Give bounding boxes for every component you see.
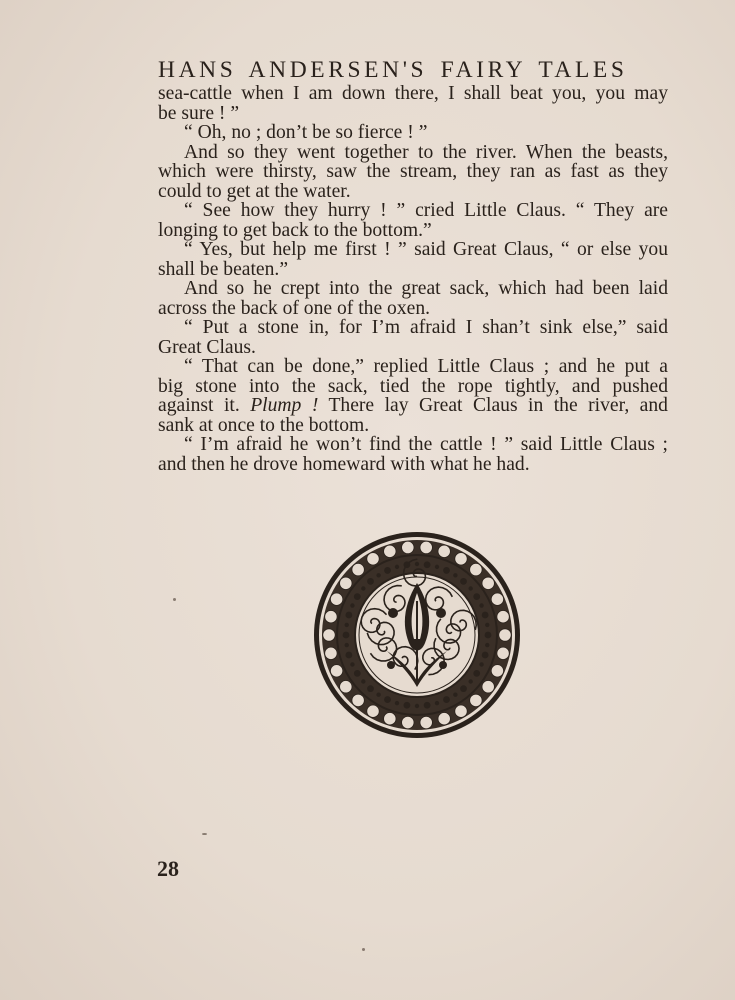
ornament-bead <box>325 647 337 659</box>
ornament-bead <box>367 705 379 717</box>
ornament-dot <box>376 693 380 697</box>
ornament-dot <box>453 693 457 697</box>
ornament-bead <box>455 705 467 717</box>
ornament-dot <box>468 679 472 683</box>
ornament-bead <box>330 593 342 605</box>
ornament-dot <box>345 652 352 659</box>
text-line: across the back of one of the oxen. <box>158 297 431 319</box>
text-line: “ Put a stone in, for I’m afraid I shan’t sink else,” said <box>184 317 668 338</box>
ornament-dot <box>473 593 480 600</box>
ornament-bead <box>497 647 509 659</box>
ornament-bead <box>491 593 503 605</box>
page-number: 28 <box>157 856 179 881</box>
ornament-dot <box>424 561 431 568</box>
ornament-dot <box>345 623 349 627</box>
ornament-dot <box>468 586 472 590</box>
paper-speck <box>173 598 176 601</box>
text-line: Great Claus. <box>158 336 256 358</box>
circular-ornament-icon <box>313 531 521 739</box>
ornament-dot <box>367 578 374 585</box>
paper-speck <box>202 833 207 835</box>
ornament-dot <box>435 701 439 705</box>
ornament-dot <box>345 612 352 619</box>
text-line: “ I’m afraid he won’t find the cattle ! ” said Little Claus ; <box>184 434 668 455</box>
ornament-dot <box>361 679 365 683</box>
text-line-with-italic <box>158 396 668 416</box>
ornament-dot <box>376 573 380 577</box>
ornament-dot <box>345 643 349 647</box>
ornament-bead <box>482 681 494 693</box>
text-line: And so he crept into the great sack, which had been laid <box>184 278 668 299</box>
ornament-bead <box>470 694 482 706</box>
ornament-dot <box>350 662 354 666</box>
ornament-dot <box>482 652 489 659</box>
ornament-dot <box>367 685 374 692</box>
ornament-dot <box>384 696 391 703</box>
ornament-bead <box>470 563 482 575</box>
ornament-dot <box>343 632 350 639</box>
ornament-bead <box>352 694 364 706</box>
ornament-bead <box>455 553 467 565</box>
text-line: sank at once to the bottom. <box>158 414 370 436</box>
ornament-dot <box>479 662 483 666</box>
text-line: “ That can be done,” replied Little Claus ; and he put a <box>184 356 668 377</box>
ornament-bead <box>325 611 337 623</box>
running-head: HANS ANDERSEN'S FAIRY TALES <box>158 57 628 83</box>
italic-text: Plump ! <box>250 395 319 416</box>
text-line: which were thirsty, saw the stream, they ran as fast as they <box>158 161 668 182</box>
ornament-bead <box>352 563 364 575</box>
ornament-dot <box>485 632 492 639</box>
ornament-bead <box>420 541 432 553</box>
text-segment: against it. <box>158 395 251 416</box>
ornament-bead <box>438 545 450 557</box>
ornament-bead <box>438 712 450 724</box>
text-line: and then he drove homeward with what he had. <box>158 453 530 475</box>
ornament-dot <box>395 565 399 569</box>
ornament-dot <box>479 603 483 607</box>
ornament-dot <box>361 586 365 590</box>
ornament-bead <box>499 629 511 641</box>
ornament-dot <box>395 701 399 705</box>
ornament-dot <box>485 643 489 647</box>
text-line: longing to get back to the bottom.” <box>158 219 432 241</box>
ornament-dot <box>473 670 480 677</box>
text-line: big stone into the sack, tied the rope tightly, and pushed <box>158 375 668 397</box>
ornament-bead <box>497 611 509 623</box>
ornament-dot <box>485 623 489 627</box>
ornament-bead <box>340 577 352 589</box>
text-line: And so they went together to the river. When the beasts, <box>184 141 668 163</box>
ornament-bead <box>384 545 396 557</box>
ornament-dot <box>443 696 450 703</box>
ornament-dot <box>354 593 361 600</box>
text-line: shall be beaten.” <box>158 258 289 280</box>
ornament-dot <box>415 562 419 566</box>
ornament-dot <box>460 578 467 585</box>
ornament-bead <box>420 716 432 728</box>
ornament-dot <box>443 567 450 574</box>
text-line: could to get at the water. <box>158 180 351 202</box>
body-text <box>158 84 668 474</box>
text-line: “ See how they hurry ! ” cried Little Claus. “ They are <box>184 200 668 221</box>
text-line: “ Yes, but help me first ! ” said Great Claus, “ or else you <box>184 239 668 260</box>
ornament-bead <box>402 541 414 553</box>
ornament-bead <box>491 665 503 677</box>
ornament-dot <box>453 573 457 577</box>
text-line: “ Oh, no ; don’t be so fierce ! ” <box>184 122 428 143</box>
ornament-bead <box>330 665 342 677</box>
ornament-dot <box>384 567 391 574</box>
ornament-dot <box>404 702 411 709</box>
ornament-bead <box>367 553 379 565</box>
ornament-dot <box>424 702 431 709</box>
ornament-dot <box>354 670 361 677</box>
ornament-dot <box>415 704 419 708</box>
paper-speck <box>362 948 365 951</box>
ornament-dot <box>482 612 489 619</box>
ornament-dot <box>460 685 467 692</box>
ornament-dot <box>350 603 354 607</box>
ornament-bead <box>323 629 335 641</box>
ornament-bead <box>384 712 396 724</box>
text-line: sea-cattle when I am down there, I shall beat you, you may <box>158 83 668 104</box>
text-segment: There lay Great Claus in the river, and <box>318 395 668 416</box>
ornament-bead <box>340 681 352 693</box>
text-line: be sure ! ” <box>158 102 240 124</box>
ornament-dot <box>435 565 439 569</box>
ornament-bead <box>482 577 494 589</box>
ornament-bead <box>402 716 414 728</box>
